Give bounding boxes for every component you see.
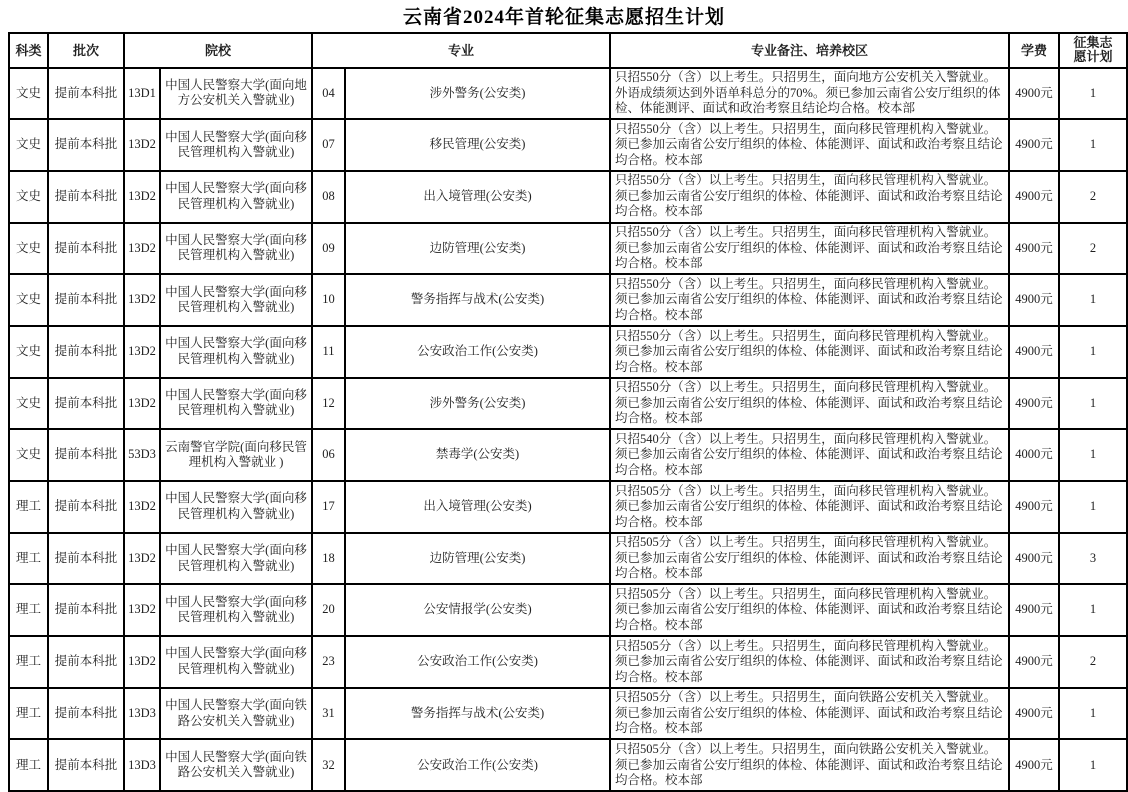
table-row bbox=[9, 326, 1127, 378]
college-code-cell: 13D2 bbox=[124, 326, 160, 378]
batch-cell: 提前本科批 bbox=[48, 533, 124, 585]
page-title: 云南省2024年首轮征集志愿招生计划 bbox=[402, 7, 725, 28]
college-cell: 中国人民警察大学(面向地方公安机关入警就业) bbox=[160, 68, 312, 120]
college-code-cell: 13D2 bbox=[124, 378, 160, 430]
college-cell: 中国人民警察大学(面向移民管理机构入警就业) bbox=[160, 274, 312, 326]
subject-cell: 理工 bbox=[9, 636, 48, 688]
college-cell: 中国人民警察大学(面向移民管理机构入警就业) bbox=[160, 584, 312, 636]
plan-cell: 1 bbox=[1059, 68, 1127, 120]
major-code-cell: 10 bbox=[312, 274, 345, 326]
header-subject: 科类 bbox=[9, 33, 48, 68]
plan-cell: 2 bbox=[1059, 171, 1127, 223]
table-row bbox=[9, 171, 1127, 223]
table-row bbox=[9, 584, 1127, 636]
fee-cell: 4900元 bbox=[1009, 636, 1059, 688]
fee-cell: 4900元 bbox=[1009, 739, 1059, 791]
remark-cell: 只招550分（含）以上考生。只招男生，面向移民管理机构入警就业。须已参加云南省公安厅组织的体检、体能测评、面试和政治考察且结论均合格。校本部 bbox=[610, 119, 1009, 171]
major-code-cell: 32 bbox=[312, 739, 345, 791]
college-code-cell: 13D2 bbox=[124, 274, 160, 326]
table-header bbox=[9, 33, 1127, 68]
table-row bbox=[9, 119, 1127, 171]
college-code-cell: 53D3 bbox=[124, 429, 160, 481]
college-code-cell: 13D2 bbox=[124, 119, 160, 171]
fee-cell: 4000元 bbox=[1009, 429, 1059, 481]
remark-cell: 只招550分（含）以上考生。只招男生，面向移民管理机构入警就业。须已参加云南省公安厅组织的体检、体能测评、面试和政治考察且结论均合格。校本部 bbox=[610, 274, 1009, 326]
college-code-cell: 13D2 bbox=[124, 636, 160, 688]
college-cell: 中国人民警察大学(面向铁路公安机关入警就业) bbox=[160, 739, 312, 791]
fee-cell: 4900元 bbox=[1009, 481, 1059, 533]
major-cell: 禁毒学(公安类) bbox=[345, 429, 610, 481]
major-cell: 公安情报学(公安类) bbox=[345, 584, 610, 636]
subject-cell: 文史 bbox=[9, 378, 48, 430]
major-code-cell: 31 bbox=[312, 688, 345, 740]
major-cell: 边防管理(公安类) bbox=[345, 533, 610, 585]
batch-cell: 提前本科批 bbox=[48, 326, 124, 378]
college-code-cell: 13D3 bbox=[124, 688, 160, 740]
college-cell: 中国人民警察大学(面向移民管理机构入警就业) bbox=[160, 119, 312, 171]
major-code-cell: 09 bbox=[312, 223, 345, 275]
header-batch: 批次 bbox=[48, 33, 124, 68]
batch-cell: 提前本科批 bbox=[48, 171, 124, 223]
plan-cell: 1 bbox=[1059, 584, 1127, 636]
fee-cell: 4900元 bbox=[1009, 274, 1059, 326]
major-code-cell: 18 bbox=[312, 533, 345, 585]
college-cell: 中国人民警察大学(面向移民管理机构入警就业) bbox=[160, 171, 312, 223]
batch-cell: 提前本科批 bbox=[48, 481, 124, 533]
header-plan bbox=[1059, 33, 1127, 68]
header-college: 院校 bbox=[124, 33, 312, 68]
college-code-cell: 13D3 bbox=[124, 739, 160, 791]
table-row bbox=[9, 739, 1127, 791]
table-row bbox=[9, 378, 1127, 430]
table-row bbox=[9, 481, 1127, 533]
major-code-cell: 08 bbox=[312, 171, 345, 223]
fee-cell: 4900元 bbox=[1009, 688, 1059, 740]
college-cell: 中国人民警察大学(面向移民管理机构入警就业) bbox=[160, 533, 312, 585]
subject-cell: 文史 bbox=[9, 274, 48, 326]
header-fee: 学费 bbox=[1009, 33, 1059, 68]
fee-cell: 4900元 bbox=[1009, 119, 1059, 171]
major-code-cell: 20 bbox=[312, 584, 345, 636]
major-cell: 出入境管理(公安类) bbox=[345, 481, 610, 533]
subject-cell: 文史 bbox=[9, 223, 48, 275]
college-code-cell: 13D2 bbox=[124, 533, 160, 585]
table-row bbox=[9, 688, 1127, 740]
college-code-cell: 13D1 bbox=[124, 68, 160, 120]
plan-cell: 1 bbox=[1059, 378, 1127, 430]
remark-cell: 只招550分（含）以上考生。只招男生，面向移民管理机构入警就业。须已参加云南省公安厅组织的体检、体能测评、面试和政治考察且结论均合格。校本部 bbox=[610, 378, 1009, 430]
major-cell: 公安政治工作(公安类) bbox=[345, 326, 610, 378]
remark-cell: 只招550分（含）以上考生。只招男生，面向移民管理机构入警就业。须已参加云南省公安厅组织的体检、体能测评、面试和政治考察且结论均合格。校本部 bbox=[610, 223, 1009, 275]
major-code-cell: 12 bbox=[312, 378, 345, 430]
major-code-cell: 04 bbox=[312, 68, 345, 120]
header-remark: 专业备注、培养校区 bbox=[610, 33, 1009, 68]
batch-cell: 提前本科批 bbox=[48, 68, 124, 120]
table-row bbox=[9, 274, 1127, 326]
batch-cell: 提前本科批 bbox=[48, 119, 124, 171]
college-code-cell: 13D2 bbox=[124, 481, 160, 533]
plan-cell: 1 bbox=[1059, 688, 1127, 740]
subject-cell: 文史 bbox=[9, 429, 48, 481]
major-cell: 移民管理(公安类) bbox=[345, 119, 610, 171]
batch-cell: 提前本科批 bbox=[48, 636, 124, 688]
remark-cell: 只招505分（含）以上考生。只招男生，面向铁路公安机关入警就业。须已参加云南省公安厅组织的体检、体能测评、面试和政治考察且结论均合格。校本部 bbox=[610, 688, 1009, 740]
remark-cell: 只招505分（含）以上考生。只招男生，面向铁路公安机关入警就业。须已参加云南省公安厅组织的体检、体能测评、面试和政治考察且结论均合格。校本部 bbox=[610, 739, 1009, 791]
fee-cell: 4900元 bbox=[1009, 223, 1059, 275]
fee-cell: 4900元 bbox=[1009, 378, 1059, 430]
college-cell: 中国人民警察大学(面向移民管理机构入警就业) bbox=[160, 326, 312, 378]
batch-cell: 提前本科批 bbox=[48, 223, 124, 275]
header-plan-label: 征集志愿计划 bbox=[1073, 35, 1113, 64]
subject-cell: 文史 bbox=[9, 68, 48, 120]
fee-cell: 4900元 bbox=[1009, 533, 1059, 585]
header-major: 专业 bbox=[312, 33, 610, 68]
major-code-cell: 11 bbox=[312, 326, 345, 378]
table-body bbox=[9, 68, 1127, 792]
college-cell: 中国人民警察大学(面向移民管理机构入警就业) bbox=[160, 378, 312, 430]
fee-cell: 4900元 bbox=[1009, 326, 1059, 378]
batch-cell: 提前本科批 bbox=[48, 688, 124, 740]
major-code-cell: 17 bbox=[312, 481, 345, 533]
subject-cell: 理工 bbox=[9, 688, 48, 740]
plan-cell: 2 bbox=[1059, 636, 1127, 688]
plan-cell: 3 bbox=[1059, 533, 1127, 585]
college-cell: 中国人民警察大学(面向移民管理机构入警就业) bbox=[160, 481, 312, 533]
subject-cell: 理工 bbox=[9, 533, 48, 585]
remark-cell: 只招540分（含）以上考生。只招男生，面向移民管理机构入警就业。须已参加云南省公安厅组织的体检、体能测评、面试和政治考察且结论均合格。校本部 bbox=[610, 429, 1009, 481]
major-cell: 涉外警务(公安类) bbox=[345, 378, 610, 430]
batch-cell: 提前本科批 bbox=[48, 739, 124, 791]
college-code-cell: 13D2 bbox=[124, 584, 160, 636]
remark-cell: 只招550分（含）以上考生。只招男生，面向地方公安机关入警就业。外语成绩须达到外语单科总分的70%。须已参加云南省公安厅组织的体检、体能测评、面试和政治考察且结论均合格。校本部 bbox=[610, 68, 1009, 120]
subject-cell: 理工 bbox=[9, 481, 48, 533]
table-row bbox=[9, 223, 1127, 275]
college-cell: 中国人民警察大学(面向移民管理机构入警就业) bbox=[160, 636, 312, 688]
batch-cell: 提前本科批 bbox=[48, 584, 124, 636]
college-cell: 中国人民警察大学(面向铁路公安机关入警就业) bbox=[160, 688, 312, 740]
remark-cell: 只招505分（含）以上考生。只招男生，面向移民管理机构入警就业。须已参加云南省公安厅组织的体检、体能测评、面试和政治考察且结论均合格。校本部 bbox=[610, 533, 1009, 585]
major-cell: 公安政治工作(公安类) bbox=[345, 739, 610, 791]
plan-cell: 1 bbox=[1059, 274, 1127, 326]
table-row bbox=[9, 533, 1127, 585]
table-row bbox=[9, 429, 1127, 481]
major-code-cell: 07 bbox=[312, 119, 345, 171]
subject-cell: 理工 bbox=[9, 584, 48, 636]
batch-cell: 提前本科批 bbox=[48, 378, 124, 430]
college-cell: 中国人民警察大学(面向移民管理机构入警就业) bbox=[160, 223, 312, 275]
major-cell: 警务指挥与战术(公安类) bbox=[345, 688, 610, 740]
remark-cell: 只招505分（含）以上考生。只招男生，面向移民管理机构入警就业。须已参加云南省公安厅组织的体检、体能测评、面试和政治考察且结论均合格。校本部 bbox=[610, 584, 1009, 636]
batch-cell: 提前本科批 bbox=[48, 429, 124, 481]
remark-cell: 只招550分（含）以上考生。只招男生，面向移民管理机构入警就业。须已参加云南省公安厅组织的体检、体能测评、面试和政治考察且结论均合格。校本部 bbox=[610, 326, 1009, 378]
major-code-cell: 23 bbox=[312, 636, 345, 688]
plan-cell: 1 bbox=[1059, 429, 1127, 481]
admission-plan-table bbox=[8, 32, 1128, 792]
college-code-cell: 13D2 bbox=[124, 171, 160, 223]
major-cell: 警务指挥与战术(公安类) bbox=[345, 274, 610, 326]
remark-cell: 只招505分（含）以上考生。只招男生，面向移民管理机构入警就业。须已参加云南省公安厅组织的体检、体能测评、面试和政治考察且结论均合格。校本部 bbox=[610, 636, 1009, 688]
remark-cell: 只招550分（含）以上考生。只招男生，面向移民管理机构入警就业。须已参加云南省公安厅组织的体检、体能测评、面试和政治考察且结论均合格。校本部 bbox=[610, 171, 1009, 223]
subject-cell: 文史 bbox=[9, 119, 48, 171]
subject-cell: 文史 bbox=[9, 171, 48, 223]
batch-cell: 提前本科批 bbox=[48, 274, 124, 326]
fee-cell: 4900元 bbox=[1009, 171, 1059, 223]
subject-cell: 理工 bbox=[9, 739, 48, 791]
remark-cell: 只招505分（含）以上考生。只招男生，面向移民管理机构入警就业。须已参加云南省公安厅组织的体检、体能测评、面试和政治考察且结论均合格。校本部 bbox=[610, 481, 1009, 533]
table-row bbox=[9, 68, 1127, 120]
college-code-cell: 13D2 bbox=[124, 223, 160, 275]
major-cell: 边防管理(公安类) bbox=[345, 223, 610, 275]
fee-cell: 4900元 bbox=[1009, 68, 1059, 120]
subject-cell: 文史 bbox=[9, 326, 48, 378]
plan-cell: 1 bbox=[1059, 481, 1127, 533]
header-row bbox=[9, 33, 1127, 68]
major-cell: 出入境管理(公安类) bbox=[345, 171, 610, 223]
plan-cell: 1 bbox=[1059, 326, 1127, 378]
major-code-cell: 06 bbox=[312, 429, 345, 481]
plan-cell: 1 bbox=[1059, 119, 1127, 171]
major-cell: 涉外警务(公安类) bbox=[345, 68, 610, 120]
college-cell: 云南警官学院(面向移民管理机构入警就业 ) bbox=[160, 429, 312, 481]
plan-cell: 1 bbox=[1059, 739, 1127, 791]
table-row bbox=[9, 636, 1127, 688]
plan-cell: 2 bbox=[1059, 223, 1127, 275]
major-cell: 公安政治工作(公安类) bbox=[345, 636, 610, 688]
fee-cell: 4900元 bbox=[1009, 584, 1059, 636]
